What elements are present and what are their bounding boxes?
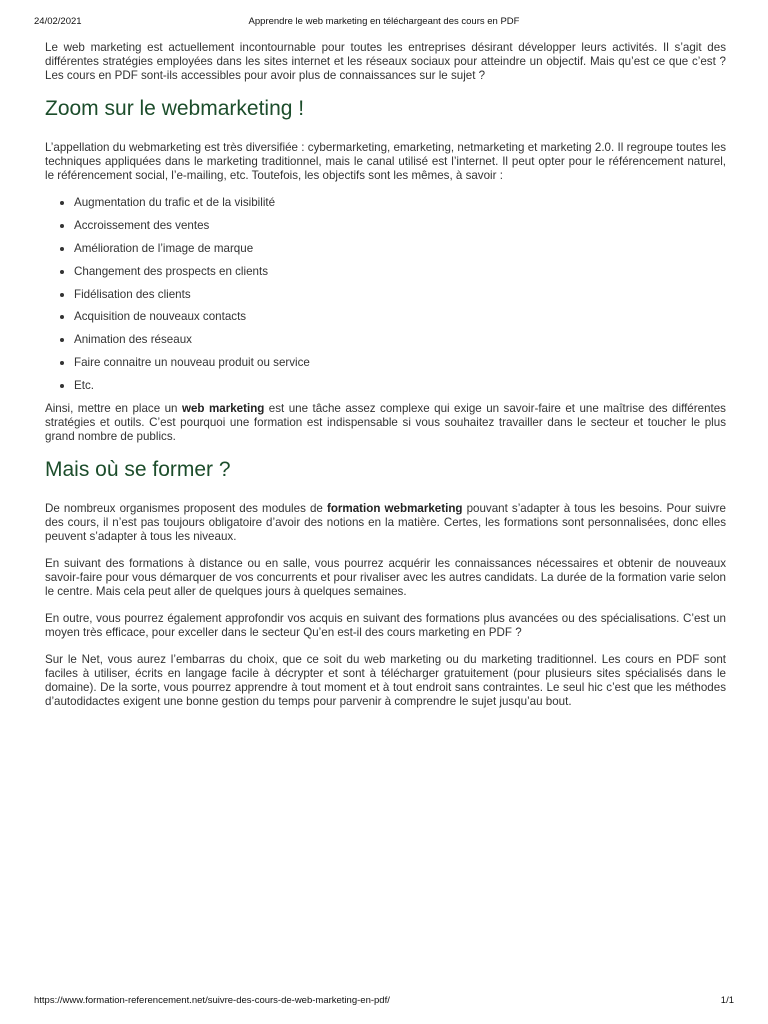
list-item: Changement des prospects en clients <box>45 265 726 279</box>
heading-where-to-train: Mais où se former ? <box>45 458 231 482</box>
list-item: Amélioration de l’image de marque <box>45 242 726 256</box>
list-item: Acquisition de nouveaux contacts <box>45 310 726 324</box>
bullet-icon <box>60 361 64 365</box>
paragraph-pdf-courses: Sur le Net, vous aurez l’embarras du choix, que ce soit du web marketing ou du marketing traditionnel. Les cours en PDF sont faciles à utiliser, écrits en langage facile à décrypter et sont à télécharger gratuitement (pour plusieurs sites spécialisés dans le domaine). De la sorte, vous pourrez apprendre à tout moment et à tout endroit sans contraintes. Le seul hic c’est que les méthodes d’autodidactes exigent une bonne gestion du temps pour parvenir à comprendre le sujet jusqu’au bout. <box>45 653 726 709</box>
bullet-icon <box>60 201 64 205</box>
print-page-title: Apprendre le web marketing en téléchargeant des cours en PDF <box>248 16 520 27</box>
print-page-number: 1/1 <box>720 995 734 1006</box>
heading-zoom-webmarketing: Zoom sur le webmarketing ! <box>45 97 305 120</box>
paragraph-organismes: De nombreux organismes proposent des modules de formation webmarketing pouvant s’adapter à tous les besoins. Pour suivre des cours, il n’est pas toujours obligatoire d’avoir des notions en la matière. Certes, les formations sont personnalisées, donc elles peuvent s’adapter à tous les niveaux. <box>45 502 726 544</box>
print-source-url: https://www.formation-referencement.net/suivre-des-cours-de-web-marketing-en-pdf/ <box>34 995 390 1006</box>
print-date: 24/02/2021 <box>34 16 82 27</box>
list-item: Faire connaitre un nouveau produit ou service <box>45 356 726 370</box>
paragraph-web-marketing-skills: Ainsi, mettre en place un web marketing est une tâche assez complexe qui exige un savoir-faire et une maîtrise des différentes stratégies et outils. C’est pourquoi une formation est indispensable si vous souhaitez travailler dans le secteur et toucher le plus grand nombre de publics. <box>45 402 726 444</box>
list-item: Fidélisation des clients <box>45 288 726 302</box>
bullet-icon <box>60 293 64 297</box>
bullet-icon <box>60 247 64 251</box>
objectives-list <box>45 196 726 393</box>
list-item: Augmentation du trafic et de la visibilité <box>45 196 726 210</box>
print-footer <box>34 995 734 1009</box>
keyword-formation-webmarketing: formation webmarketing <box>326 502 463 516</box>
paragraph-specialisations: En outre, vous pourrez également approfondir vos acquis en suivant des formations plus avancées ou des spécialisations. C’est un moyen très efficace, pour exceller dans le secteur Qu’en est-il des cours marketing en PDF ? <box>45 612 726 640</box>
bullet-icon <box>60 338 64 342</box>
paragraph-appellation: L’appellation du webmarketing est très diversifiée : cybermarketing, emarketing, netmarketing et marketing 2.0. Il regroupe toutes les techniques appliquées dans le marketing traditionnel, mais le canal utilisé est l’internet. Il peut opter pour le référencement naturel, le référencement social, l’e-mailing, etc. Toutefois, les objectifs sont les mêmes, à savoir : <box>45 141 726 182</box>
bullet-icon <box>60 270 64 274</box>
list-item: Accroissement des ventes <box>45 219 726 233</box>
bullet-icon <box>60 315 64 319</box>
list-item: Animation des réseaux <box>45 333 726 347</box>
bullet-icon <box>60 224 64 228</box>
paragraph-distance-training: En suivant des formations à distance ou en salle, vous pourrez acquérir les connaissances nécessaires et obtenir de nouveaux savoir-faire pour vous démarquer de vos concurrents et pour rivaliser avec les autres candidats. La durée de la formation varie selon le centre. Mais cela peut aller de quelques jours à quelques semaines. <box>45 557 726 599</box>
bullet-icon <box>60 384 64 388</box>
intro-paragraph: Le web marketing est actuellement incontournable pour toutes les entreprises désirant développer leurs activités. Il s’agit des différentes stratégies employées dans les sites internet et les réseaux sociaux pour atteindre un objectif. Mais qu’est ce que c’est ? Les cours en PDF sont-ils accessibles pour avoir plus de connaissances sur le sujet ? <box>45 41 726 82</box>
print-header <box>34 16 734 30</box>
keyword-web-marketing: web marketing <box>181 402 265 416</box>
list-item: Etc. <box>45 379 726 393</box>
article-content <box>45 41 726 722</box>
